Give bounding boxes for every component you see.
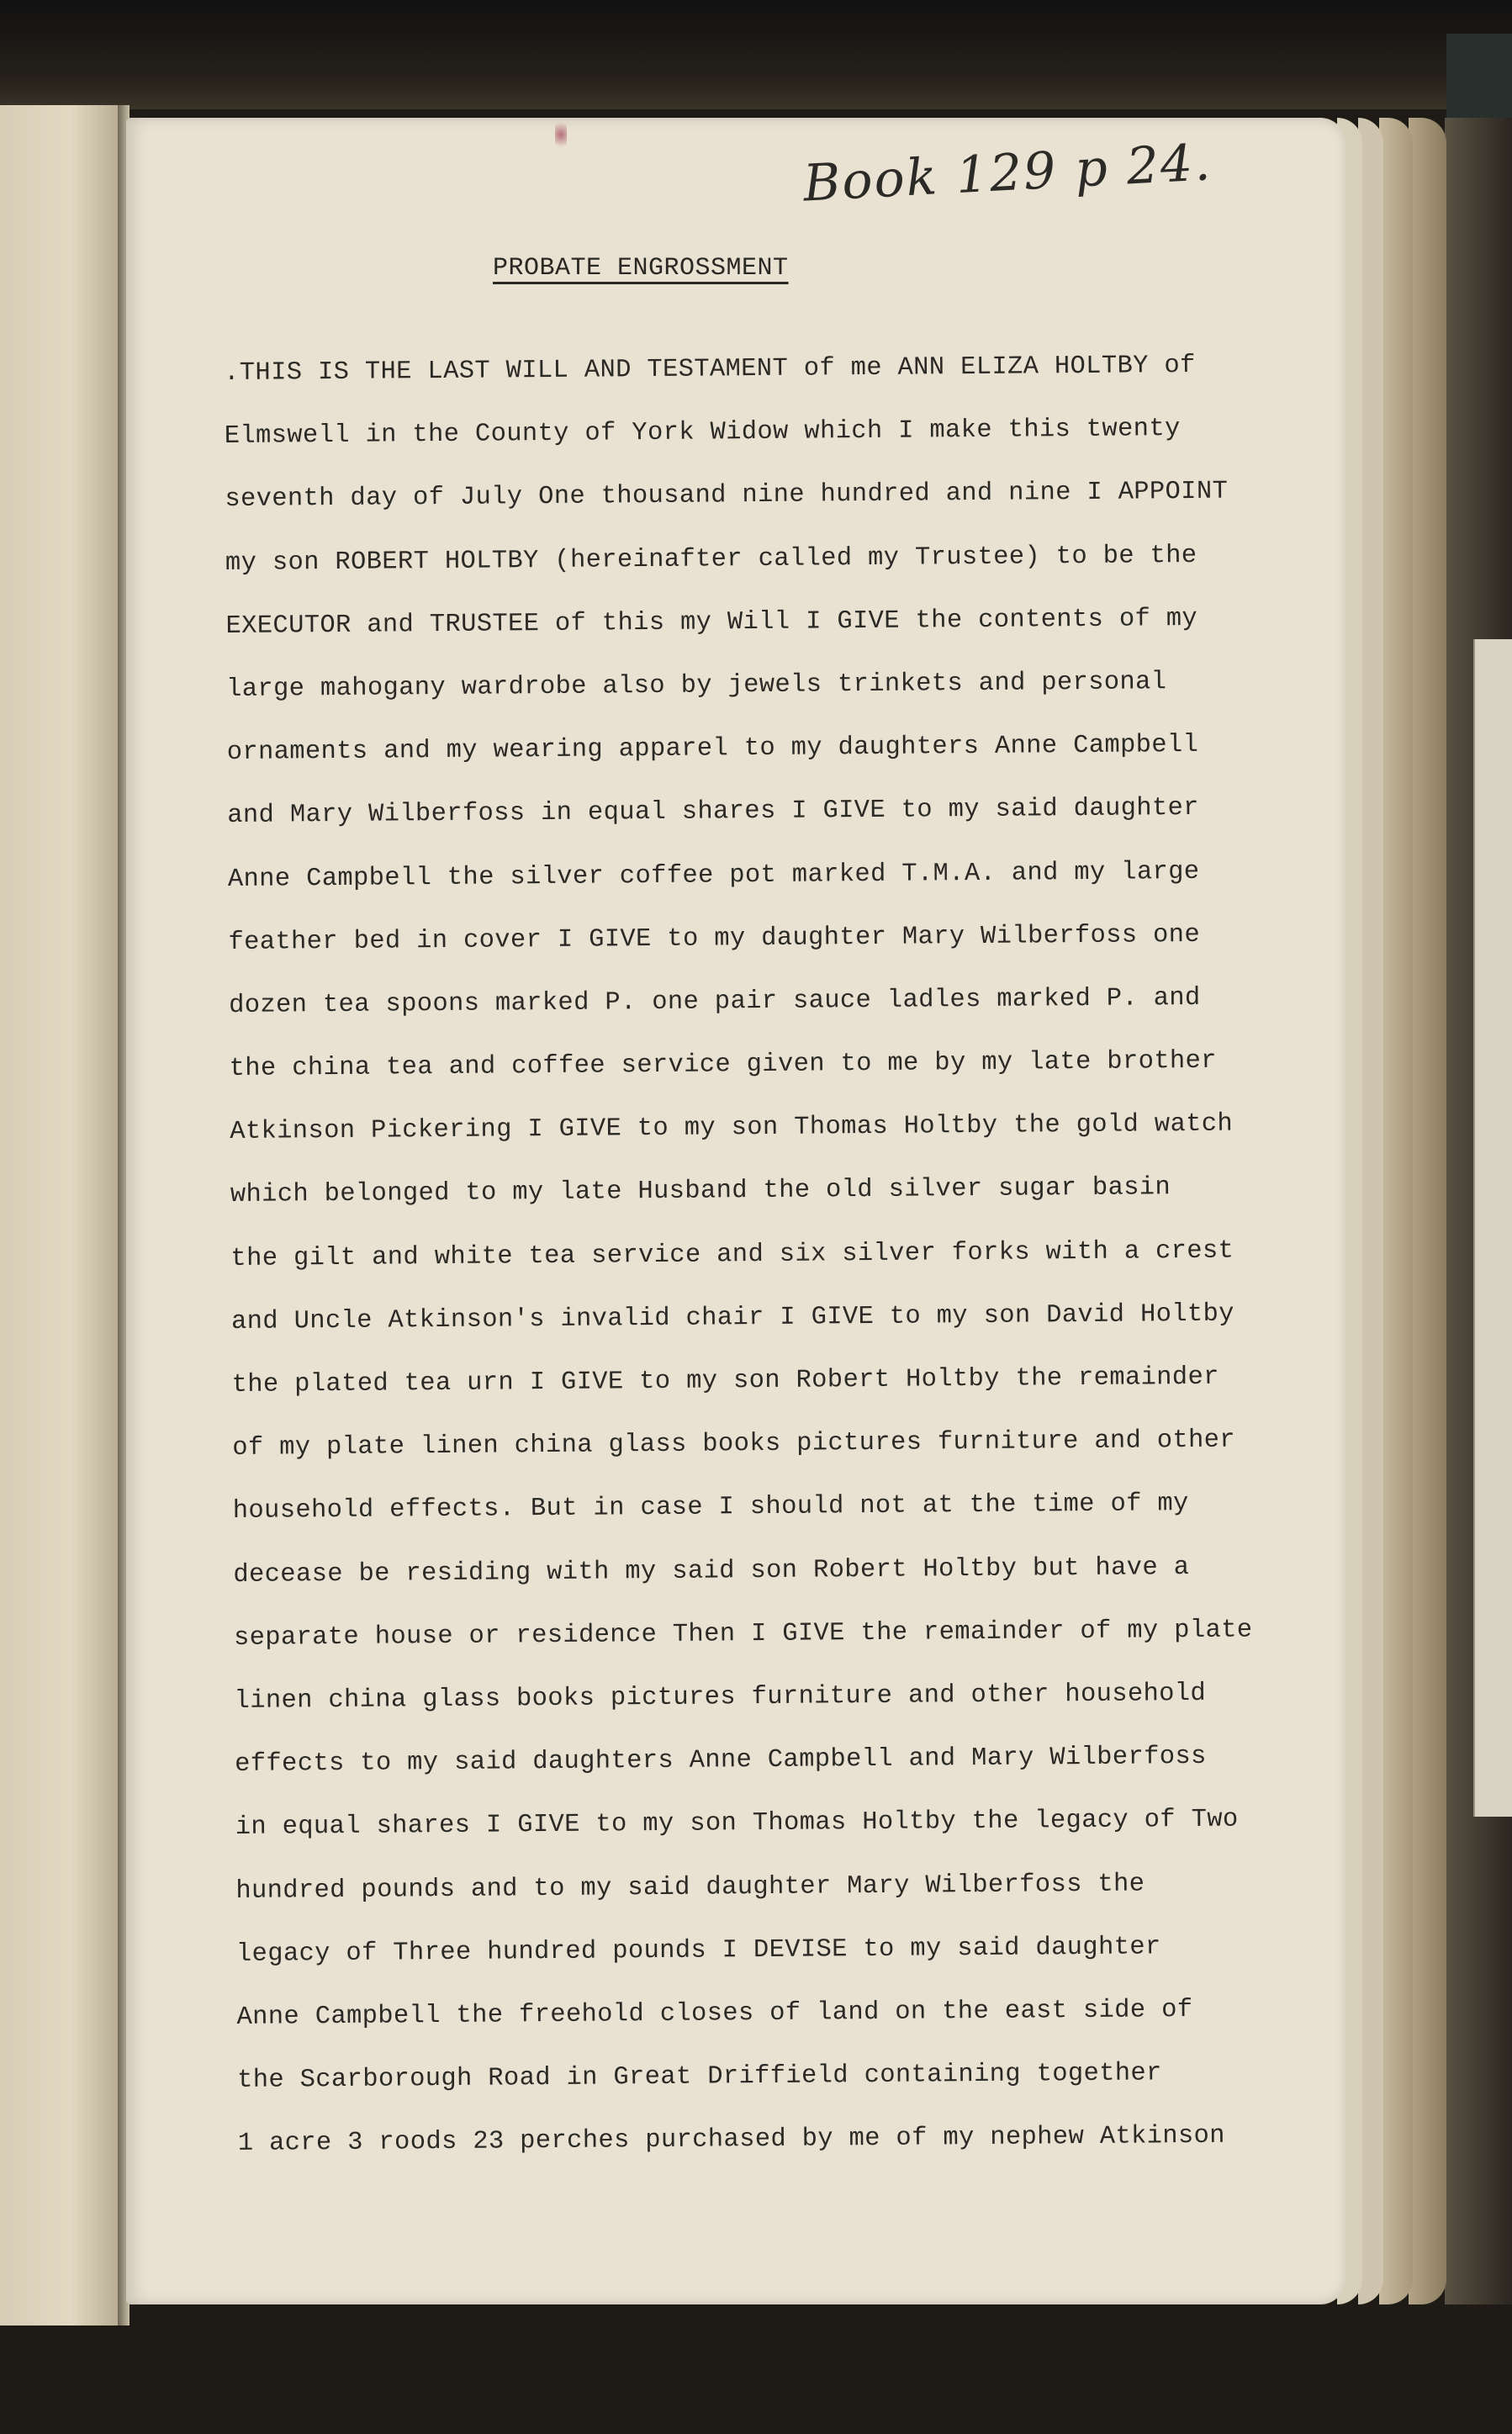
text-line: large mahogany wardrobe also by jewels trinkets and personal	[226, 668, 1167, 704]
page-stack-edge	[1379, 118, 1413, 2304]
text-line: in equal shares I GIVE to my son Thomas Holtby the legacy of Two	[235, 1805, 1239, 1843]
text-line: effects to my said daughters Anne Campbell and Mary Wilberfoss	[235, 1742, 1207, 1780]
text-line: legacy of Three hundred pounds I DEVISE to my said daughter	[235, 1932, 1161, 1969]
text-line: linen china glass books pictures furniture and other household	[234, 1679, 1207, 1716]
text-line: 1 acre 3 roods 23 perches purchased by me of my nephew Atkinson	[237, 2121, 1226, 2159]
text-line: of my plate linen china glass books pictures furniture and other	[232, 1426, 1236, 1463]
text-line: Anne Campbell the freehold closes of land on the east side of	[236, 1995, 1193, 2032]
text-line: household effects. But in case I should not at the time of my	[232, 1490, 1189, 1527]
text-line: dozen tea spoons marked P. one pair sauce ladles marked P. and	[228, 983, 1201, 1020]
text-line: the gilt and white tea service and six silver forks with a crest	[230, 1236, 1234, 1273]
text-line: which belonged to my late Husband the old silver sugar basin	[230, 1173, 1171, 1210]
text-line: hundred pounds and to my said daughter Mary Wilberfoss the	[235, 1869, 1145, 1906]
text-line: seventh day of July One thousand nine hundred and nine I APPOINT	[225, 478, 1229, 515]
left-page-edge	[0, 105, 123, 2326]
text-line: Anne Campbell the silver coffee pot marked T.M.A. and my large	[227, 857, 1200, 894]
text-line: Atkinson Pickering I GIVE to my son Thomas Holtby the gold watch	[230, 1109, 1234, 1147]
text-line: the Scarborough Road in Great Driffield containing together	[237, 2059, 1162, 2095]
text-line: the china tea and coffee service given to me by my late brother	[229, 1046, 1217, 1084]
text-line: decease be residing with my said son Robert Holtby but have a	[233, 1553, 1190, 1590]
will-text	[224, 341, 1331, 2183]
text-line: Elmswell in the County of York Widow which I make this twenty	[224, 415, 1181, 452]
text-line: ornaments and my wearing apparel to my daughters Anne Campbell	[226, 731, 1199, 768]
page-stack-edge	[1409, 118, 1446, 2304]
text-line: and Mary Wilberfoss in equal shares I GIVE to my said daughter	[227, 794, 1199, 831]
book-cover-corner	[1446, 34, 1512, 118]
book-binding-top	[0, 0, 1512, 109]
text-line: and Uncle Atkinson's invalid chair I GIVE to my son David Holtby	[230, 1299, 1234, 1336]
text-line: the plated tea urn I GIVE to my son Robert Holtby the remainder	[231, 1363, 1219, 1400]
document-heading: PROBATE ENGROSSMENT	[493, 254, 789, 283]
text-line: separate house or residence Then I GIVE the remainder of my plate	[233, 1616, 1253, 1653]
text-line: .THIS IS THE LAST WILL AND TESTAMENT of me ANN ELIZA HOLTBY of	[224, 351, 1196, 388]
ink-mark	[555, 118, 567, 151]
adjacent-sheet	[1473, 639, 1512, 1817]
text-line: my son ROBERT HOLTBY (hereinafter called my Trustee) to be the	[225, 541, 1197, 578]
text-line: feather bed in cover I GIVE to my daughter Mary Wilberfoss one	[228, 920, 1201, 957]
text-line: EXECUTOR and TRUSTEE of this my Will I GIVE the contents of my	[225, 604, 1198, 641]
handwritten-shelfmark: Book 129 p 24.	[801, 133, 1213, 214]
